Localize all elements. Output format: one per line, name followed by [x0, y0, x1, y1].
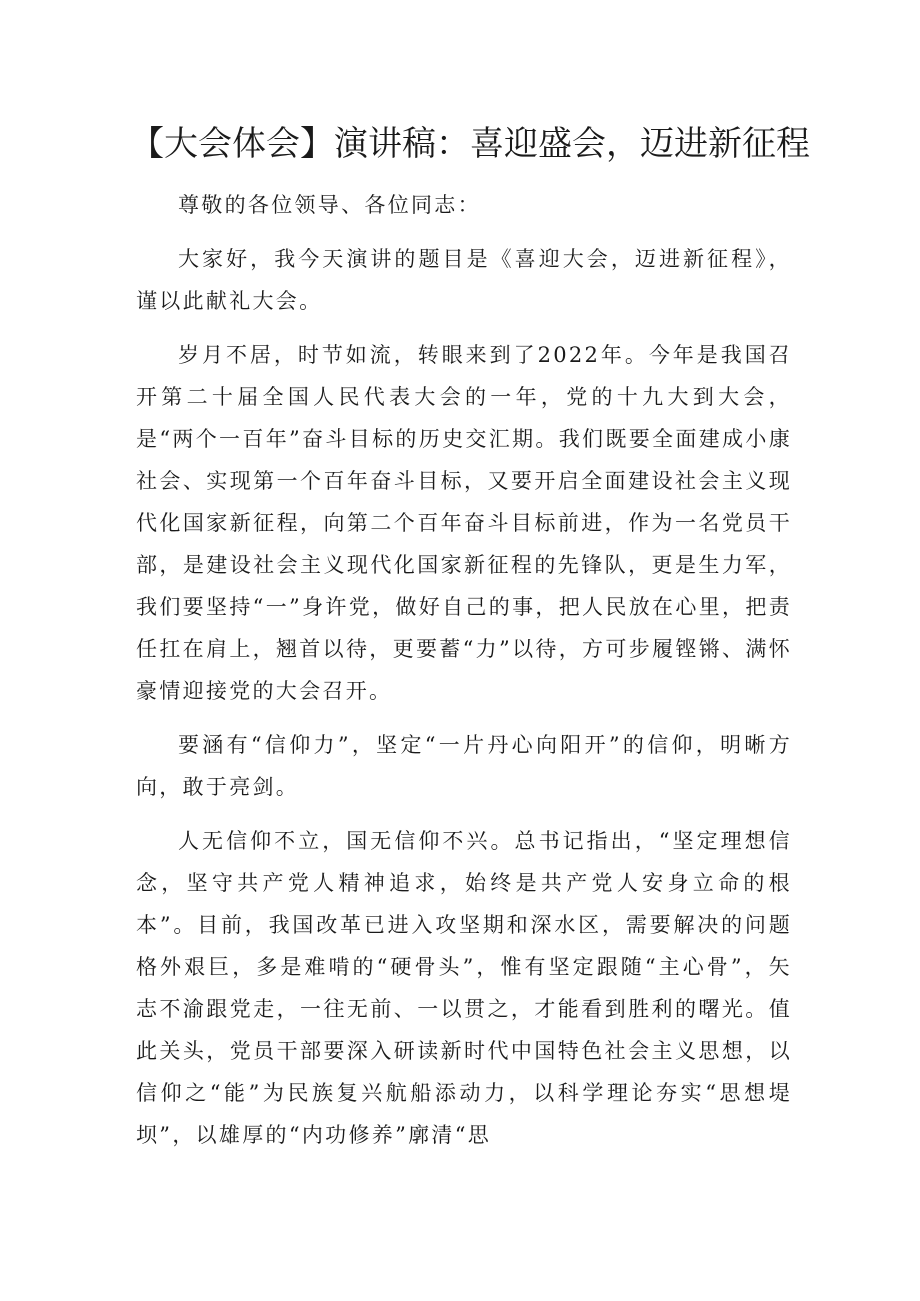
paragraph-background: 岁月不居，时节如流，转眼来到了2022年。今年是我国召开第二十届全国人民代表大会的一年，党的十九大到大会，是“两个一百年”奋斗目标的历史交汇期。我们既要全面建成小康社会、实现第一个百年奋斗目标，又要开启全面建设社会主义现代化国家新征程，向第二个百年奋斗目标前进，作为一名党员干部，是建设社会主义现代化国家新征程的先锋队，更是生力军，我们要坚持“一”身许党，做好自己的事，把人民放在心里，把责任扛在肩上，翘首以待，更要蓄“力”以待，方可步履铿锵、满怀豪情迎接党的大会召开。: [136, 343, 792, 703]
paragraph-greeting: 大家好，我今天演讲的题目是《喜迎大会，迈进新征程》，谨以此献礼大会。: [136, 247, 792, 313]
document-title: 【大会体会】演讲稿：喜迎盛会，迈进新征程: [130, 124, 810, 164]
paragraph-faith-body: 人无信仰不立，国无信仰不兴。总书记指出，“坚定理想信念，坚守共产党人精神追求，始终是共产党人安身立命的根本”。目前，我国改革已进入攻坚期和深水区，需要解决的问题格外艰巨，多是难啃的“硬骨头”，惟有坚定跟随“主心骨”，矢志不渝跟党走，一往无前、一以贯之，才能看到胜利的曙光。值此关头，党员干部要深入研读新时代中国特色社会主义思想，以信仰之“能”为民族复兴航船添动力，以科学理论夯实“思想堤坝”，以雄厚的“内功修养”廓清“思: [136, 829, 792, 1147]
paragraph-salutation: 尊敬的各位领导、各位同志：: [178, 193, 481, 217]
paragraph-faith-heading: 要涵有“信仰力”，坚定“一片丹心向阳开”的信仰，明晰方向，敢于亮剑。: [136, 733, 792, 799]
document-body: [136, 184, 792, 1168]
